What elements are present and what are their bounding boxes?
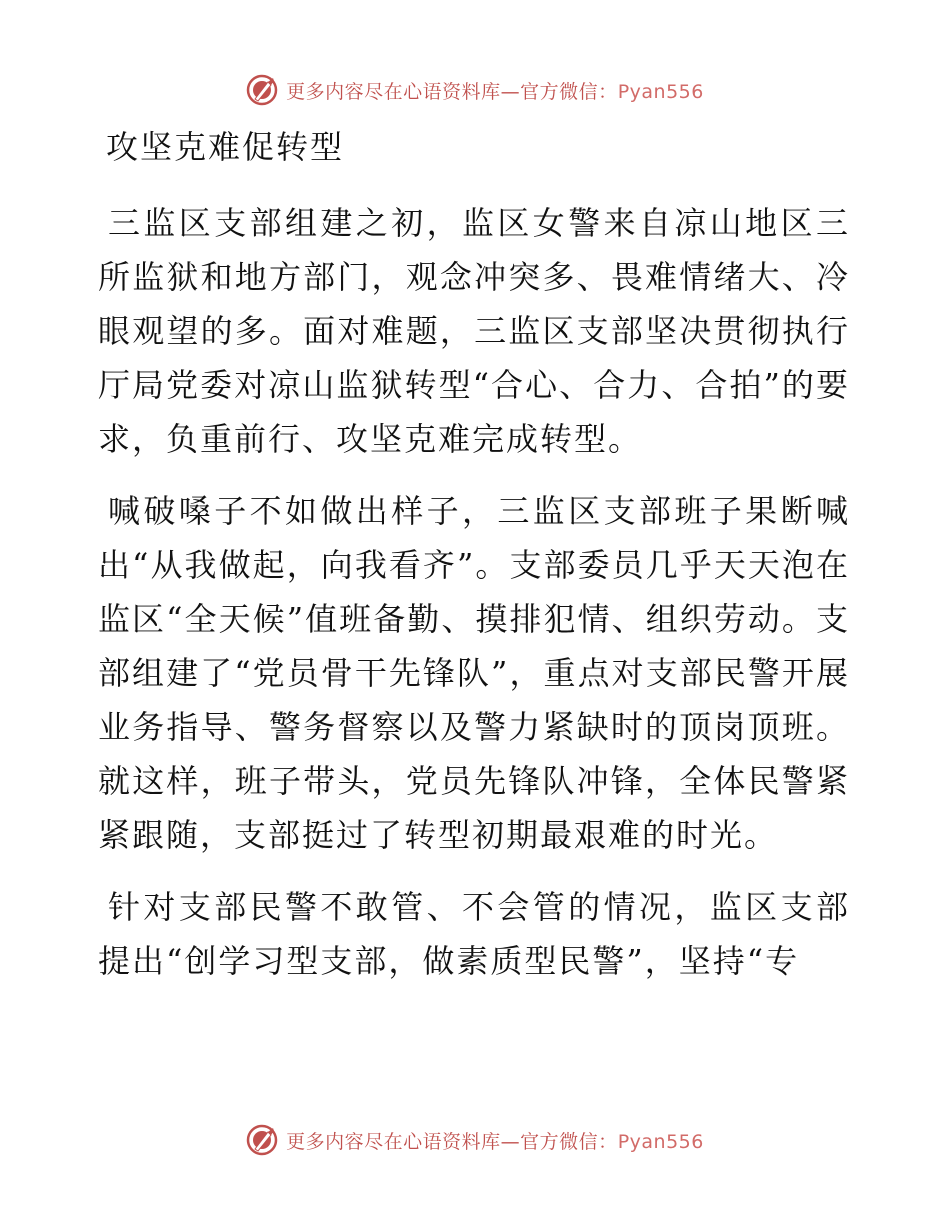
watermark-dash: — [500,80,521,103]
watermark-id: Pyan556 [617,1130,704,1153]
pen-logo-icon [246,74,278,106]
watermark-brand: 更多内容尽在心语资料库 [286,80,501,103]
watermark-id: Pyan556 [617,80,704,103]
footer-watermark [0,1120,950,1160]
paragraph-3: 针对支部民警不敢管、不会管的情况，监区支部提出“创学习型支部，做素质型民警”，坚持“专 [98,888,850,980]
pen-logo-icon [246,1124,278,1156]
watermark-brand: 更多内容尽在心语资料库 [286,1130,501,1153]
watermark-dash: — [500,1130,521,1153]
paragraph-1: 三监区支部组建之初，监区女警来自凉山地区三所监狱和地方部门，观念冲突多、畏难情绪大、冷眼观望的多。面对难题，三监区支部坚决贯彻执行厅局党委对凉山监狱转型“合心、合力、合拍”的要求，负重前行、攻坚克难完成转型。 [98,204,850,458]
paragraph-2: 喊破嗓子不如做出样子，三监区支部班子果断喊出“从我做起，向我看齐”。支部委员几乎天天泡在监区“全天候”值班备勤、摸排犯情、组织劳动。支部组建了“党员骨干先锋队”，重点对支部民警开展业务指导、警务督察以及警力紧缺时的顶岗顶班。就这样，班子带头，党员先锋队冲锋，全体民警紧紧跟随，支部挺过了转型初期最艰难的时光。 [98,492,850,854]
watermark-label: 官方微信： [520,80,618,103]
watermark-label: 官方微信： [520,1130,618,1153]
article-title: 攻坚克难促转型 [106,128,345,166]
header-watermark [0,70,950,110]
article-body [98,122,850,1006]
